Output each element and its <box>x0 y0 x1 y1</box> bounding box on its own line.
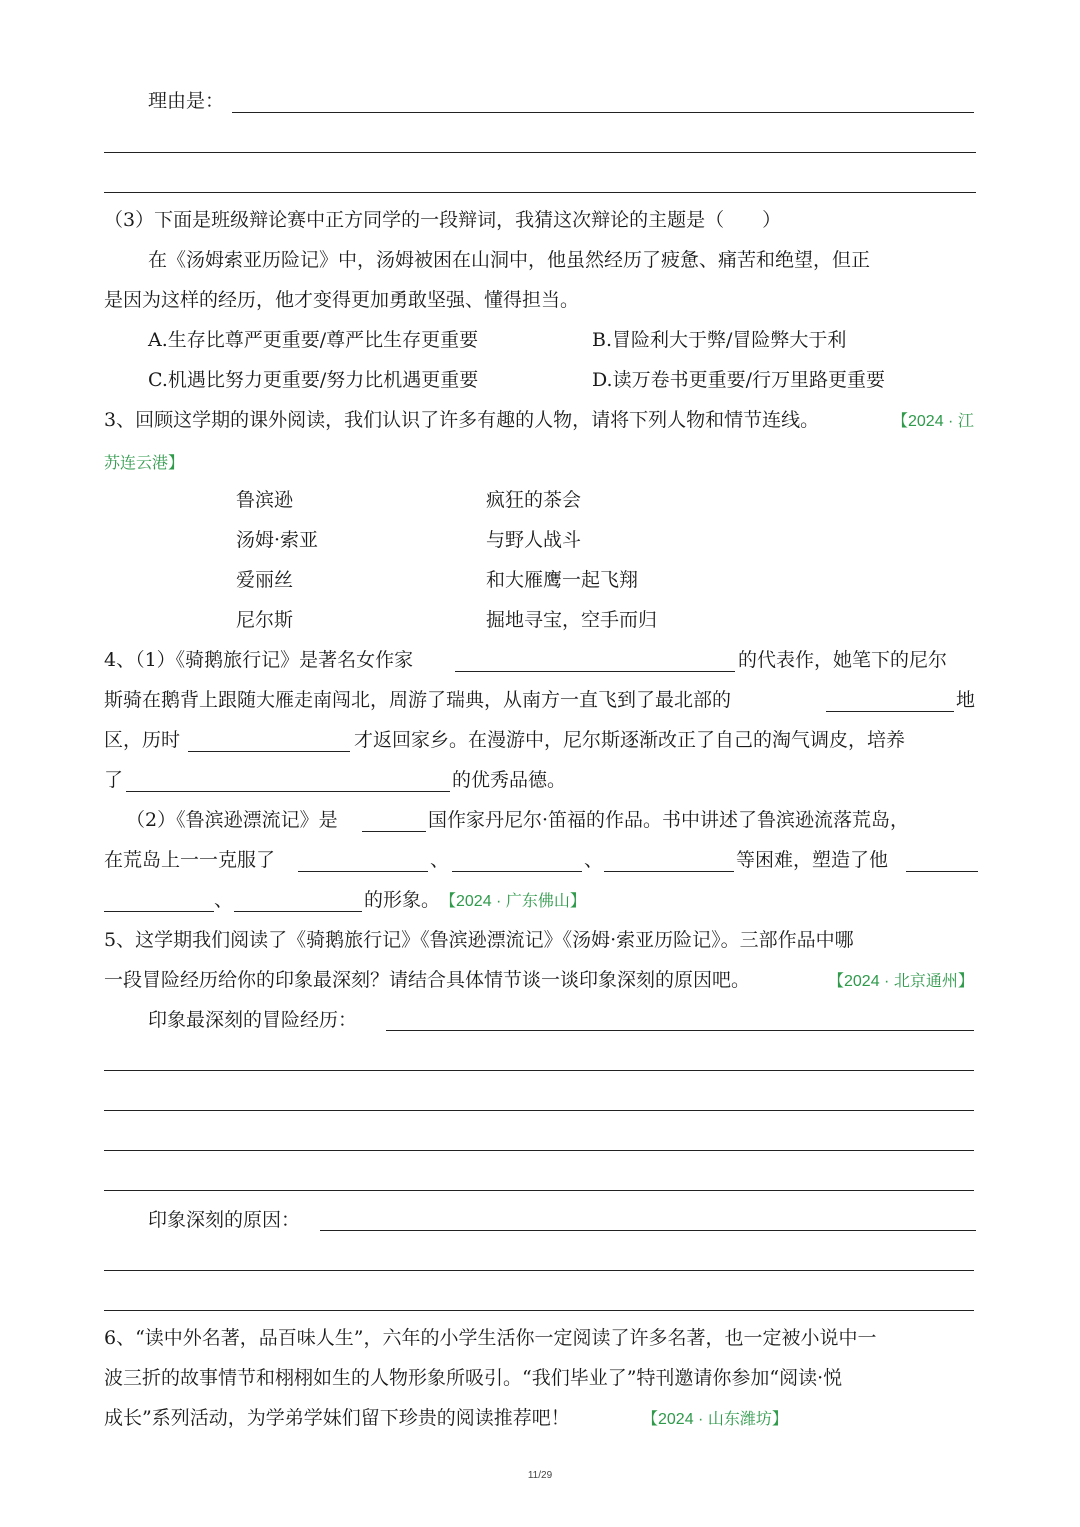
option-c[interactable]: C.机遇比努力更重要/努力比机遇更重要 <box>148 369 479 391</box>
question-6-text: 6、“读中外名著，品百味人生”，六年的小学生活你一定阅读了许多名著，也一定被小说中一 <box>104 1327 877 1349</box>
character-item[interactable]: 鲁滨逊 <box>236 489 294 511</box>
answer-line[interactable] <box>104 1190 974 1191</box>
fill-blank[interactable] <box>604 871 734 872</box>
plot-item[interactable]: 掘地寻宝，空手而归 <box>486 609 658 631</box>
question-4-text: 了 <box>104 769 124 791</box>
fill-blank[interactable] <box>362 831 426 832</box>
fill-blank[interactable] <box>452 871 582 872</box>
plot-item[interactable]: 和大雁鹰一起飞翔 <box>486 569 639 591</box>
separator: 、 <box>430 849 450 871</box>
answer-line[interactable] <box>104 152 976 153</box>
fill-blank[interactable] <box>104 911 214 912</box>
separator: 、 <box>214 889 234 911</box>
question-4-text: 的代表作，她笔下的尼尔 <box>738 649 948 671</box>
question-4-text: 4、（1）《骑鹅旅行记》是著名女作家 <box>104 649 414 671</box>
question-3-sub-prompt: （3）下面是班级辩论赛中正方同学的一段辩词，我猜这次辩论的主题是（ ） <box>104 209 782 231</box>
question-4-text: 斯骑在鹅背上跟随大雁走南闯北，周游了瑞典，从南方一直飞到了最北部的 <box>104 689 732 711</box>
source-tag: 【2024 · 北京通州】 <box>828 973 974 990</box>
option-b[interactable]: B.冒险利大于弊/冒险弊大于利 <box>592 329 847 351</box>
answer-line[interactable] <box>104 1270 974 1271</box>
separator: 、 <box>584 849 604 871</box>
answer-line[interactable] <box>104 1110 974 1111</box>
source-tag: 【2024 · 山东潍坊】 <box>642 1411 788 1428</box>
fill-blank[interactable] <box>234 911 362 912</box>
fill-blank[interactable] <box>298 871 428 872</box>
question-4-text: （2）《鲁滨逊漂流记》是 <box>126 809 338 831</box>
answer-label: 印象最深刻的冒险经历： <box>148 1009 358 1031</box>
character-item[interactable]: 尼尔斯 <box>236 609 294 631</box>
answer-line[interactable] <box>320 1230 976 1231</box>
question-4-text: 国作家丹尼尔·笛福的作品。书中讲述了鲁滨逊流落荒岛， <box>428 809 910 831</box>
fill-blank[interactable] <box>906 871 978 872</box>
question-4-text: 等困难，塑造了他 <box>736 849 889 871</box>
option-a[interactable]: A.生存比尊严更重要/尊严比生存更重要 <box>148 329 479 351</box>
plot-item[interactable]: 疯狂的茶会 <box>486 489 582 511</box>
debate-passage-line: 在《汤姆索亚历险记》中，汤姆被困在山洞中，他虽然经历了疲惫、痛苦和绝望，但正 <box>148 249 871 271</box>
answer-line[interactable] <box>104 1150 974 1151</box>
page-number: 11/29 <box>527 1470 553 1481</box>
character-item[interactable]: 爱丽丝 <box>236 569 294 591</box>
question-4-text: 地 <box>956 689 976 711</box>
character-item[interactable]: 汤姆·索亚 <box>236 529 319 551</box>
source-tag: 苏连云港】 <box>104 455 185 472</box>
fill-blank[interactable] <box>188 751 350 752</box>
answer-line[interactable] <box>104 1070 974 1071</box>
answer-label: 印象深刻的原因： <box>148 1209 301 1231</box>
fill-blank[interactable] <box>455 671 735 672</box>
debate-passage-line: 是因为这样的经历，他才变得更加勇敢坚强、懂得担当。 <box>104 289 580 311</box>
option-d[interactable]: D.读万卷书更重要/行万里路更重要 <box>592 369 885 391</box>
answer-line[interactable] <box>386 1030 974 1031</box>
answer-line[interactable] <box>104 192 976 193</box>
question-4-text: 区，历时 <box>104 729 181 751</box>
question-4-text: 在荒岛上一一克服了 <box>104 849 276 871</box>
source-tag: 【2024 · 广东佛山】 <box>440 893 586 910</box>
question-4-text: 的形象。 <box>364 889 441 911</box>
question-4-text: 才返回家乡。在漫游中，尼尔斯逐渐改正了自己的淘气调皮，培养 <box>354 729 906 751</box>
source-tag: 【2024 · 江 <box>892 413 974 430</box>
fill-blank[interactable] <box>826 711 954 712</box>
answer-line[interactable] <box>104 1310 974 1311</box>
question-6-text: 波三折的故事情节和栩栩如生的人物形象所吸引。“我们毕业了”特刊邀请你参加“阅读·悦 <box>104 1367 843 1389</box>
question-4-text: 的优秀品德。 <box>452 769 567 791</box>
reason-label: 理由是： <box>148 90 225 112</box>
question-5-text: 5、这学期我们阅读了《骑鹅旅行记》《鲁滨逊漂流记》《汤姆·索亚历险记》。三部作品中哪 <box>104 929 854 951</box>
question-3-text: 3、回顾这学期的课外阅读，我们认识了许多有趣的人物，请将下列人物和情节连线。 <box>104 409 820 431</box>
answer-line[interactable] <box>232 112 974 113</box>
plot-item[interactable]: 与野人战斗 <box>486 529 582 551</box>
question-5-text: 一段冒险经历给你的印象最深刻？请结合具体情节谈一谈印象深刻的原因吧。 <box>104 969 751 991</box>
question-6-text: 成长”系列活动，为学弟学妹们留下珍贵的阅读推荐吧！ <box>104 1407 570 1429</box>
fill-blank[interactable] <box>126 791 450 792</box>
